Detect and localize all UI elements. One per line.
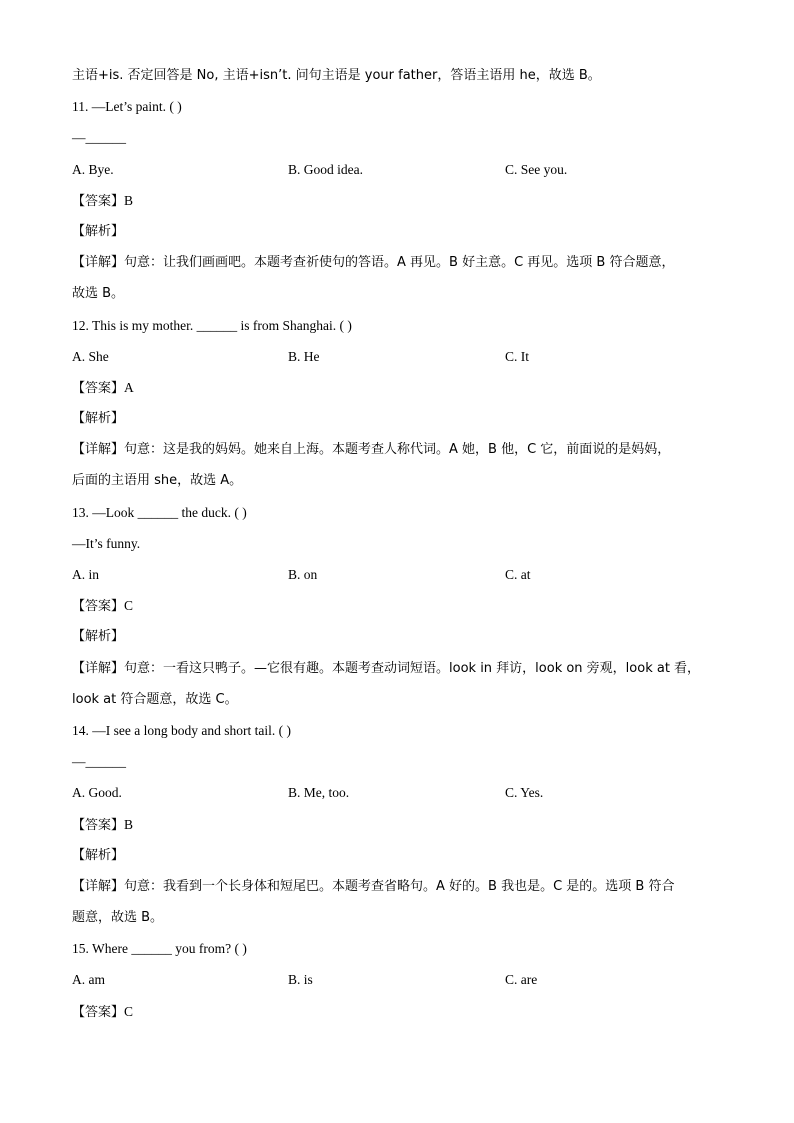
- option-a: A. am: [72, 972, 105, 988]
- question-stem: 11. —Let’s paint. ( ): [72, 99, 182, 115]
- detail-text: 句意：一看这只鸭子。—它很有趣。本题考查动词短语。look in 拜访，look on 旁观，look at 看，: [124, 660, 701, 676]
- question-reply: —It’s funny.: [72, 535, 141, 551]
- detail-line: 后面的主语用 she，故选 A。: [72, 473, 243, 489]
- detail-block: [72, 659, 722, 721]
- answer-value: B: [124, 816, 134, 832]
- detail-line: [72, 877, 722, 908]
- question-12: [72, 316, 722, 503]
- option-b: B. He: [288, 348, 320, 364]
- option-a: A. She: [72, 348, 109, 364]
- detail-line: [72, 659, 722, 690]
- answer-label: 【答案】: [72, 599, 125, 615]
- option-a: A. Good.: [72, 785, 122, 801]
- option-c: C. It: [505, 348, 530, 364]
- option-row: [72, 160, 722, 191]
- option-c: C. at: [505, 567, 531, 582]
- answer-line: [72, 1002, 722, 1033]
- detail-block: [72, 877, 722, 939]
- analysis-label: 【解析】: [72, 629, 125, 645]
- document-page: [72, 66, 722, 1033]
- question-15: [72, 939, 722, 1033]
- answer-label: 【答案】: [72, 193, 125, 209]
- detail-block: [72, 253, 722, 315]
- intro-line: 主语+is. 否定回答是 No, 主语+isn’t. 问句主语是 your father，答语主语用 he，故选 B。: [72, 68, 601, 83]
- question-stem: 13. —Look ______ the duck. ( ): [72, 504, 247, 520]
- option-row: [72, 565, 722, 596]
- answer-label: 【答案】: [72, 1004, 125, 1020]
- detail-line: [72, 253, 722, 284]
- question-stem: 14. —I see a long body and short tail. ( ): [72, 722, 291, 738]
- detail-label: 【详解】: [72, 442, 125, 458]
- option-c: C. Yes.: [505, 785, 544, 801]
- option-row: [72, 347, 722, 378]
- analysis-label: 【解析】: [72, 223, 125, 239]
- detail-text: 句意：这是我的妈妈。她来自上海。本题考查人称代词。A 她，B 他，C 它，前面说的是妈妈，: [124, 442, 671, 458]
- option-a: A. Bye.: [72, 161, 114, 177]
- option-a: A. in: [72, 567, 99, 582]
- detail-label: 【详解】: [72, 255, 125, 271]
- question-13: [72, 503, 722, 721]
- answer-line: [72, 815, 722, 846]
- option-row: [72, 783, 722, 814]
- answer-line: [72, 191, 722, 222]
- answer-value: B: [124, 192, 134, 208]
- detail-line: 题意，故选 B。: [72, 910, 164, 926]
- analysis-label: 【解析】: [72, 411, 125, 427]
- question-reply: —______: [72, 754, 126, 770]
- question-stem: 15. Where ______ you from? ( ): [72, 941, 247, 957]
- answer-line: [72, 596, 722, 627]
- option-b: B. on: [288, 567, 318, 582]
- question-14: [72, 721, 722, 939]
- detail-line: 故选 B。: [72, 286, 125, 302]
- answer-line: [72, 378, 722, 409]
- detail-text: 句意：让我们画画吧。本题考查祈使句的答语。A 再见。B 好主意。C 再见。选项 B 符合题意，: [124, 255, 675, 271]
- option-c: C. are: [505, 972, 538, 988]
- option-b: B. is: [288, 972, 313, 988]
- answer-value: C: [124, 598, 134, 614]
- detail-label: 【详解】: [72, 660, 125, 676]
- analysis-label: 【解析】: [72, 847, 125, 863]
- option-c: C. See you.: [505, 161, 568, 177]
- question-reply: —______: [72, 130, 126, 146]
- option-b: B. Good idea.: [288, 161, 363, 177]
- option-b: B. Me, too.: [288, 785, 350, 801]
- detail-block: [72, 440, 722, 502]
- answer-label: 【答案】: [72, 380, 125, 396]
- answer-label: 【答案】: [72, 817, 125, 833]
- answer-value: C: [124, 1003, 134, 1019]
- detail-line: look at 符合题意，故选 C。: [72, 691, 238, 707]
- question-11: [72, 97, 722, 315]
- detail-text: 句意：我看到一个长身体和短尾巴。本题考查省略句。A 好的。B 我也是。C 是的。选项 B 符合: [124, 878, 675, 894]
- detail-label: 【详解】: [72, 878, 125, 894]
- question-stem: 12. This is my mother. ______ is from Shanghai. ( ): [72, 317, 352, 333]
- answer-value: A: [124, 379, 134, 395]
- option-row: [72, 970, 722, 1001]
- detail-line: [72, 440, 722, 471]
